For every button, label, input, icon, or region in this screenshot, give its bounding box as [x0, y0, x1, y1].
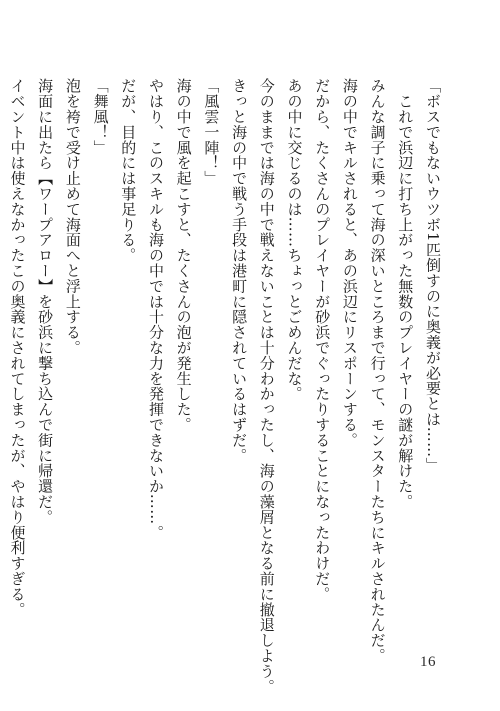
text-line: みんな調子に乗って海の深いところまで行って、モンスターたちにキルされたんだ。: [368, 78, 387, 664]
text-line: 海面に出たら【ワープアロー】を砂浜に撃ち込んで街に帰還だ。: [36, 78, 55, 525]
text-line: 泡を袴で受け止めて海面へと浮上する。: [63, 78, 82, 356]
text-line: [0, 78, 3, 638]
text-line: 「ボスでもないウツボ1匹倒すのに奥義が必要とは……」: [424, 78, 442, 473]
text-line: 「舞風！」: [91, 78, 110, 155]
text-line: 海の中でキルされると、あの浜辺にリスポーンする。: [340, 78, 359, 448]
text-line: だが、目的には事足りる。: [119, 78, 138, 263]
text-line: あの中に交じるのは……ちょっとごめんだな。: [285, 78, 304, 402]
text-line: 今のままでは海の中で戦えないことは十分わかったし、海の藻屑となる前に撤退しよう。: [257, 78, 276, 694]
text-line: だから、たくさんのプレイヤーが砂浜でぐったりすることになったわけだ。: [313, 78, 332, 602]
text-line: これで浜辺に打ち上がった無数のプレイヤーの謎が解けた。: [396, 78, 415, 510]
text-line: 「風雲一陣！」: [202, 78, 221, 186]
text-line: イベント中は使えなかったこの奥義にされてしまったが、やはり便利すぎる。: [8, 78, 27, 617]
text-line: やはり、このスキルも海の中では十分な力を発揮できないか……。: [146, 78, 165, 540]
page-number: 16: [420, 654, 436, 670]
text-line: 海の中で風を起こすと、たくさんの泡が発生した。: [174, 78, 193, 433]
text-line: きっと海の中で戦う手段は港町に隠されているはずだ。: [230, 78, 249, 463]
